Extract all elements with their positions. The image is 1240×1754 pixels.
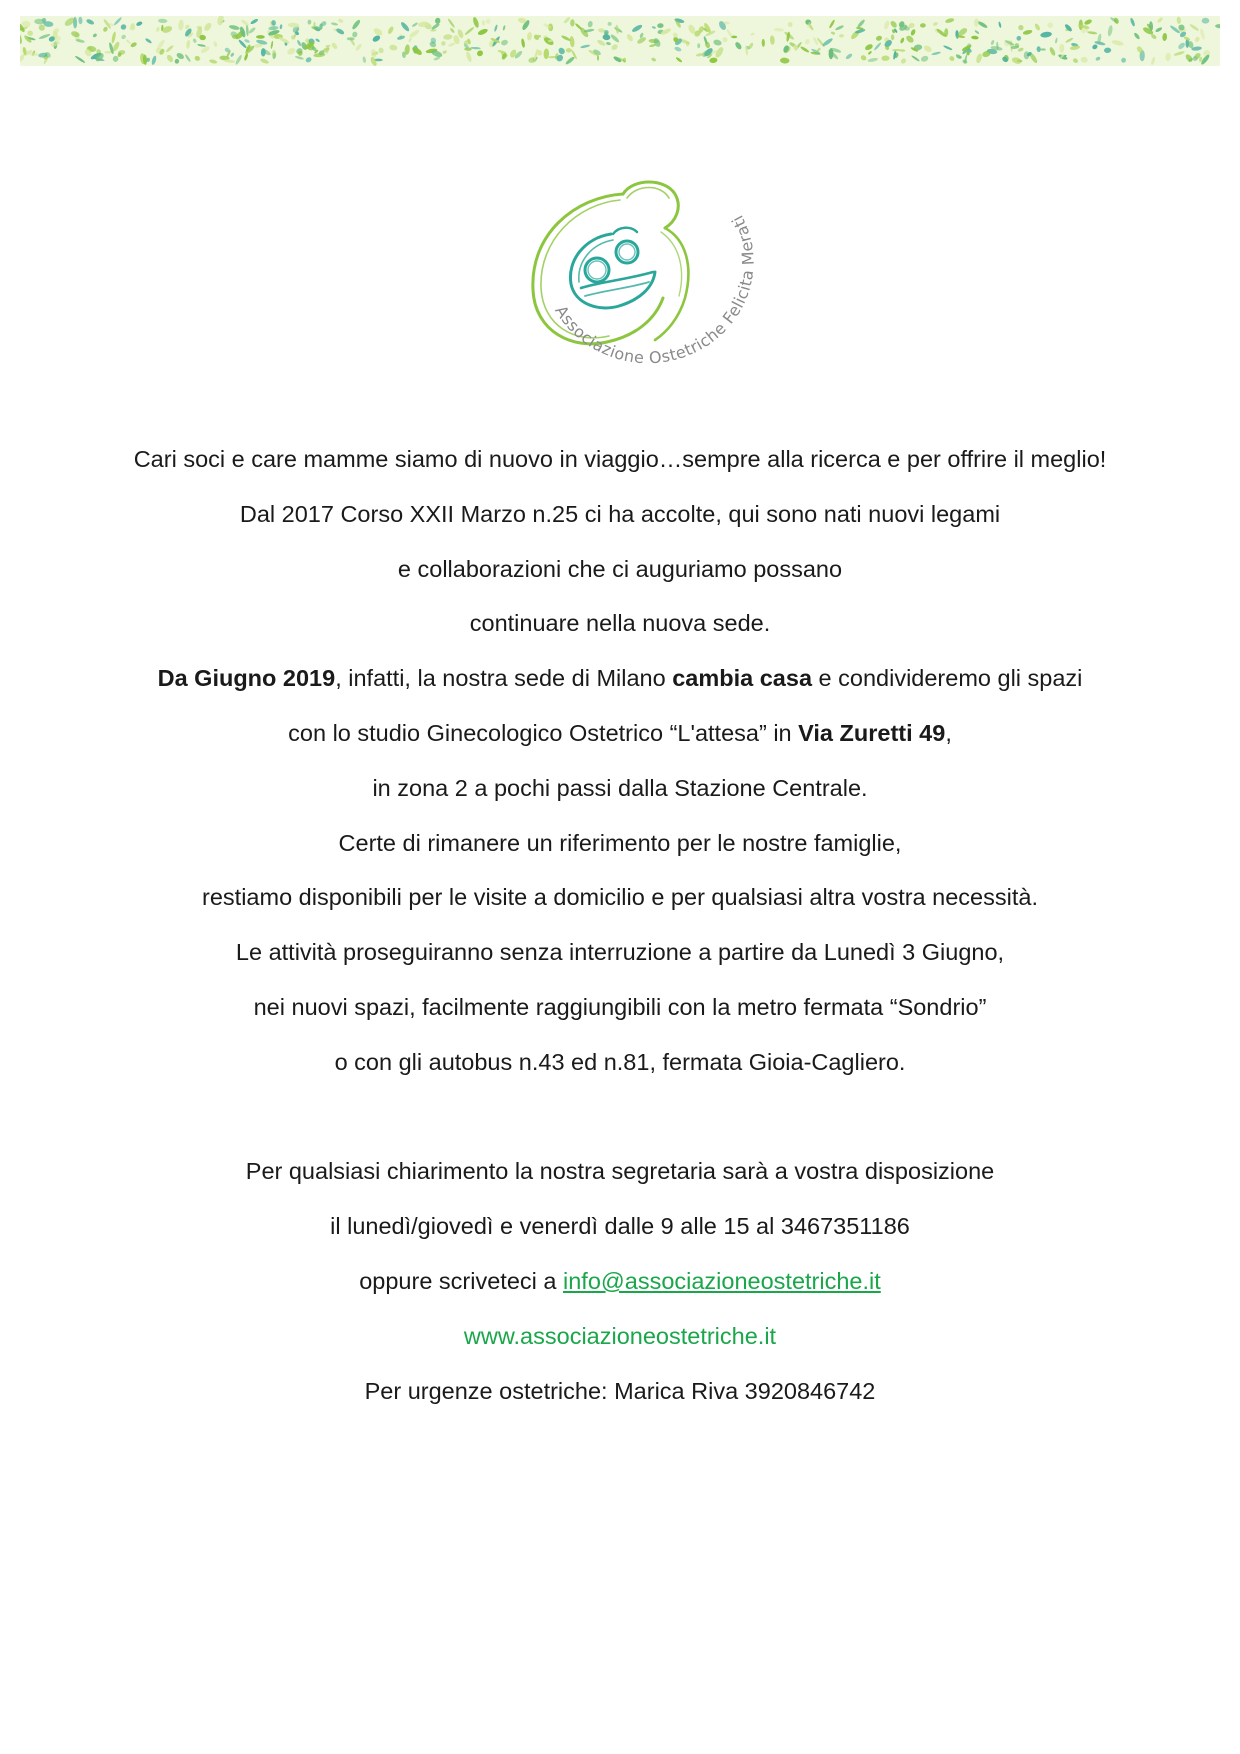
decorative-leaf-border	[20, 16, 1220, 66]
paragraph-urgent-contact: Per urgenze ostetriche: Marica Riva 3920846742	[364, 1377, 876, 1404]
paragraph-moving-date	[40, 651, 1200, 706]
letter-body	[40, 432, 1200, 1418]
moving-text-1: , infatti, la nostra sede di Milano	[335, 665, 673, 692]
website-link[interactable]: www.associazioneostetriche.it	[463, 1322, 777, 1349]
paragraph-availability: restiamo disponibili per le visite a domicilio e per qualsiasi altra vostra necessità.	[202, 884, 1038, 911]
logo-text: Associazione Ostetriche Felicita Merati	[551, 211, 758, 368]
paragraph-history: Dal 2017 Corso XXII Marzo n.25 ci ha accolte, qui sono nati nuovi legami	[239, 500, 1001, 527]
paragraph-new-address	[40, 706, 1200, 761]
mother-child-icon	[570, 228, 655, 308]
paragraph-metro: nei nuovi spazi, facilmente raggiungibili con la metro fermata “Sondrio”	[253, 993, 987, 1020]
paragraph-bus: o con gli autobus n.43 ed n.81, fermata Gioia-Cagliero.	[334, 1048, 906, 1075]
moving-text-2: e condivideremo gli spazi	[812, 665, 1083, 692]
address-text-1: con lo studio Ginecologico Ostetrico “L'attesa” in	[288, 719, 799, 746]
paragraph-hours-phone: il lunedì/giovedì e venerdì dalle 9 alle 15 al 3467351186	[330, 1213, 910, 1240]
email-link[interactable]: info@associazioneostetriche.it	[563, 1267, 881, 1294]
new-address: Via Zuretti 49	[798, 719, 946, 746]
association-logo	[515, 172, 775, 402]
paragraph-secretary: Per qualsiasi chiarimento la nostra segretaria sarà a vostra disposizione	[245, 1158, 995, 1185]
moving-highlight: cambia casa	[672, 665, 813, 692]
paragraph-greeting: Cari soci e care mamme siamo di nuovo in viaggio…sempre alla ricerca e per offrire il meglio!	[133, 446, 1107, 472]
paragraph-spacer	[40, 1090, 1200, 1145]
paragraph-location: in zona 2 a pochi passi dalla Stazione Centrale.	[372, 774, 868, 801]
email-prefix: oppure scriveteci a	[359, 1267, 563, 1294]
moving-date: Da Giugno 2019	[157, 665, 336, 692]
address-text-2: ,	[945, 719, 952, 746]
paragraph-email	[40, 1254, 1200, 1309]
leaf-mark	[1202, 18, 1210, 24]
paragraph-reference: Certe di rimanere un riferimento per le nostre famiglie,	[338, 829, 902, 856]
paragraph-new-seat: continuare nella nuova sede.	[469, 610, 771, 637]
paragraph-collaborations: e collaborazioni che ci auguriamo possano	[397, 555, 843, 582]
paragraph-activities: Le attività proseguiranno senza interruzione a partire da Lunedì 3 Giugno,	[235, 939, 1005, 966]
